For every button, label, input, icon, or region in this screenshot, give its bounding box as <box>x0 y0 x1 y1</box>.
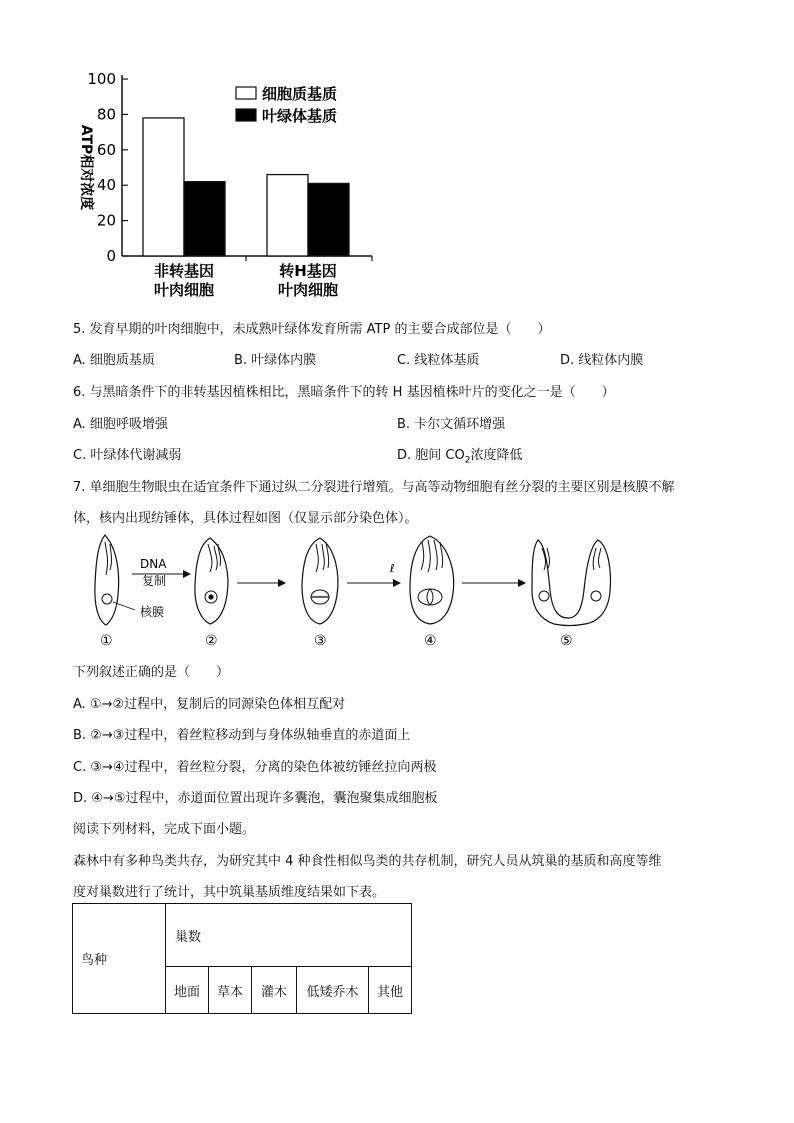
q6-option-b[interactable]: B. 卡尔文循环增强 <box>397 417 506 432</box>
nest-count-header: 巢数 <box>166 904 412 967</box>
y-axis-label: ATP相对浓度 <box>78 124 94 211</box>
q5-stem: 5. 发育早期的叶肉细胞中，未成熟叶绿体发育所需 ATP 的主要合成部位是（ ） <box>73 322 551 337</box>
q6-option-d[interactable] <box>397 444 522 466</box>
dna-label: DNA <box>140 557 167 571</box>
y-tick-label: 80 <box>96 105 116 124</box>
stage-label-5: ⑤ <box>560 633 573 649</box>
bar <box>267 175 308 256</box>
q7-option-c[interactable]: C. ③→④过程中，着丝粒分裂，分离的染色体被纺锤丝拉向两极 <box>73 760 437 775</box>
stage-label-2: ② <box>205 633 218 649</box>
q7-prompt: 下列叙述正确的是（ ） <box>73 665 230 680</box>
q5-option-d[interactable]: D. 线粒体内膜 <box>560 353 644 368</box>
small-label: ℓ <box>390 562 395 575</box>
copy-label: 复制 <box>142 574 167 588</box>
q5-option-a[interactable]: A. 细胞质基质 <box>73 353 155 368</box>
q7-option-b[interactable]: B. ②→③过程中，着丝粒移动到与身体纵轴垂直的赤道面上 <box>73 728 411 743</box>
x-category-label: 转H基因 <box>279 262 337 280</box>
q6-option-d-prefix: D. 胞间 CO <box>397 448 465 463</box>
q6-stem: 6. 与黑暗条件下的非转基因植株相比，黑暗条件下的转 H 基因植株叶片的变化之一是（ ） <box>73 385 615 400</box>
material-paragraph-line-1: 森林中有多种鸟类共存，为研究其中 4 种食性相似鸟类的共存机制，研究人员从筑巢的基质和高度等维 <box>73 854 662 869</box>
stage-label-3: ③ <box>314 633 327 649</box>
column-low-tree: 低矮乔木 <box>297 967 369 1014</box>
stage-3-cell <box>302 538 338 624</box>
nest-count-table <box>72 903 412 1014</box>
stage-1-cell <box>95 535 135 625</box>
stage-label-4: ④ <box>424 633 437 649</box>
bar <box>143 118 184 256</box>
q7-option-a[interactable]: A. ①→②过程中，复制后的同源染色体相互配对 <box>73 697 346 712</box>
q5-option-b[interactable]: B. 叶绿体内膜 <box>234 353 317 368</box>
x-category-label: 非转基因 <box>153 262 215 280</box>
stage-4-cell <box>410 536 454 624</box>
bar <box>308 183 349 256</box>
material-intro: 阅读下列材料，完成下面小题。 <box>73 822 256 837</box>
atp-bar-chart <box>60 65 400 305</box>
q5-option-c[interactable]: C. 线粒体基质 <box>397 353 480 368</box>
material-paragraph-line-2: 度对巢数进行了统计，其中筑巢基质维度结果如下表。 <box>73 885 386 900</box>
column-shrub: 灌木 <box>252 967 297 1014</box>
stage-2-cell <box>195 538 228 624</box>
legend-swatch <box>236 109 256 121</box>
q7-stem-line-2: 体，核内出现纺锤体，具体过程如图（仅显示部分染色体）。 <box>73 511 418 526</box>
q6-option-c[interactable]: C. 叶绿体代谢减弱 <box>73 448 182 463</box>
q6-option-a[interactable]: A. 细胞呼吸增强 <box>73 417 168 432</box>
q7-option-d[interactable]: D. ④→⑤过程中，赤道面位置出现许多囊泡，囊泡聚集成细胞板 <box>73 791 438 806</box>
y-tick-label: 60 <box>96 140 116 159</box>
stage-5-cell <box>532 540 611 626</box>
bar <box>184 182 225 256</box>
column-ground: 地面 <box>166 967 209 1014</box>
x-category-label: 叶肉细胞 <box>153 281 215 299</box>
y-tick-label: 0 <box>106 247 116 265</box>
q6-option-d-suffix: 浓度降低 <box>470 448 523 463</box>
y-tick-label: 20 <box>96 211 116 230</box>
stage-label-1: ① <box>100 633 113 649</box>
column-other: 其他 <box>369 967 412 1014</box>
legend-label: 细胞质基质 <box>262 85 338 103</box>
membrane-label: 核膜 <box>140 605 165 619</box>
bird-species-header: 鸟种 <box>73 904 166 1014</box>
q6-option-d-subscript: 2 <box>464 455 471 466</box>
y-tick-label: 100 <box>87 70 116 88</box>
legend-label: 叶绿体基质 <box>262 107 338 125</box>
q7-stem-line-1: 7. 单细胞生物眼虫在适宜条件下通过纵二分裂进行增殖。与高等动物细胞有丝分裂的主要区别是核膜不解 <box>73 480 675 495</box>
y-tick-label: 40 <box>96 176 116 195</box>
column-herb: 草本 <box>209 967 252 1014</box>
x-category-label: 叶肉细胞 <box>277 281 339 299</box>
legend-swatch <box>236 87 256 99</box>
euglena-division-figure <box>80 530 640 650</box>
